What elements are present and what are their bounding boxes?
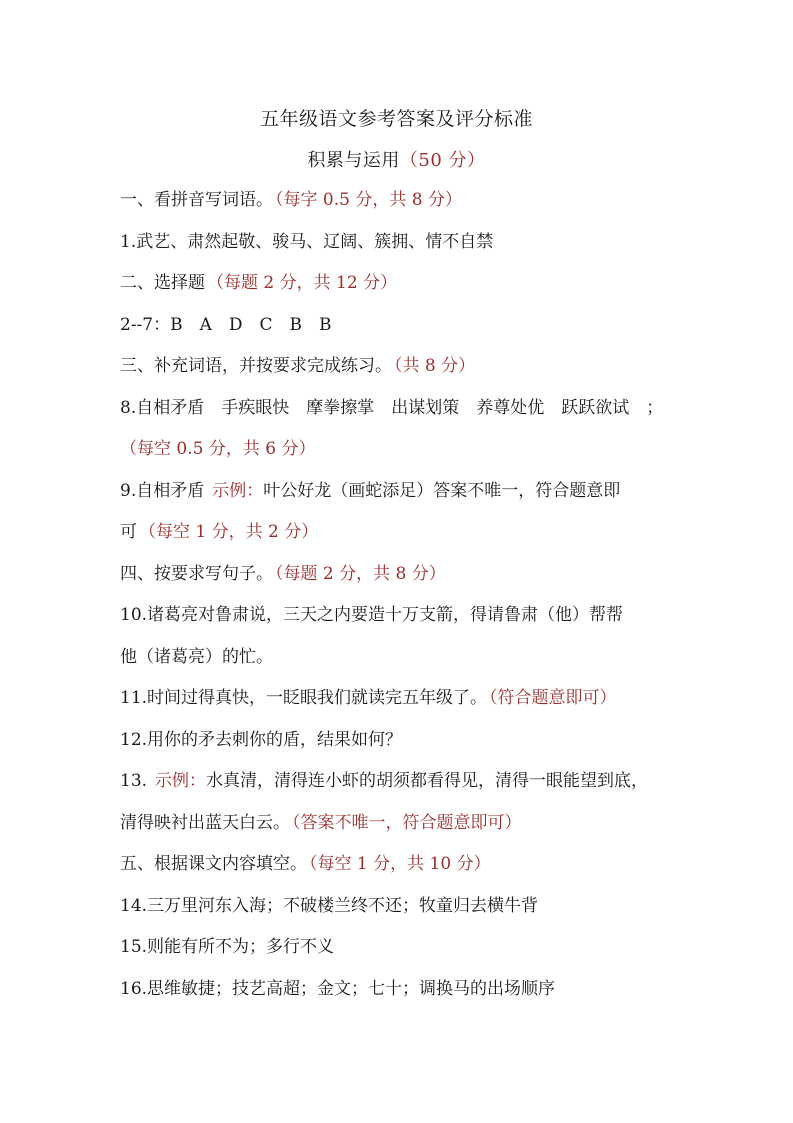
answer-line [120,562,690,586]
answer-line [120,935,690,959]
answer-line [120,313,690,337]
line-text: 14.三万里河东入海；不破楼兰终不还；牧童归去横牛背 [120,896,539,916]
answer-line [120,520,690,544]
answer-line [120,230,690,254]
line-text: 2--7：B A D C B B [120,315,332,335]
answer-line [120,437,690,461]
line-text: 9.自相矛盾 [120,481,205,501]
line-note: （答案不唯一，符合题意即可） [292,813,522,833]
line-note: （每空 0.5 分，共 6 分） [120,439,316,459]
line-note: （每空 1 分，共 2 分） [139,522,319,542]
answer-line [120,811,690,835]
answer-line [120,396,690,420]
line-text: 他（诸葛亮）的忙。 [120,647,273,667]
line-text: 10.诸葛亮对鲁肃说，三天之内要造十万支箭，得请鲁肃（他）帮帮 [120,605,624,625]
line-text-cont: 水真清，清得连小虾的胡须都看得见，清得一眼能望到底， [206,771,649,791]
line-text-cont: 叶公好龙（画蛇添足）答案不唯一，符合题意即 [263,481,621,501]
line-text: 可 [120,522,137,542]
section-subtitle [0,146,793,172]
line-text: 四、按要求写句子。 [120,564,273,584]
answer-line [120,188,690,212]
line-note: （符合题意即可） [489,688,617,708]
line-note: （每空 1 分，共 10 分） [309,854,491,874]
line-note: （共 8 分） [394,356,476,376]
line-note: 示例： [155,771,207,791]
subtitle-text: 积累与运用 [307,150,400,171]
answer-line [120,271,690,295]
answer-line [120,603,690,627]
page-title: 五年级语文参考答案及评分标准 [259,108,533,130]
subtitle-score: （50 分） [399,150,486,171]
answer-line [120,354,690,378]
answer-line [120,894,690,918]
answer-line [120,977,690,1001]
line-text: 12.用你的矛去刺你的盾，结果如何？ [120,730,403,750]
answer-line [120,479,690,503]
line-text: 二、选择题 [120,273,205,293]
answer-line [120,686,690,710]
answer-line [120,769,690,793]
line-note: 示例： [212,481,264,501]
line-text: 五、根据课文内容填空。 [120,854,307,874]
line-note: （每题 2 分，共 12 分） [207,273,398,293]
line-text: 15.则能有所不为；多行不义 [120,937,335,957]
answer-line [120,645,690,669]
line-text: 8.自相矛盾 手疾眼快 摩拳擦掌 出谋划策 养尊处优 跃跃欲试 ； [120,398,664,418]
line-note: （每字 0.5 分，共 8 分） [275,190,462,210]
line-text: 16.思维敏捷；技艺高超；金文；七十；调换马的出场顺序 [120,979,556,999]
answer-line [120,728,690,752]
line-text: 1.武艺、肃然起敬、骏马、辽阔、簇拥、情不自禁 [120,232,494,252]
answer-line [120,852,690,876]
line-text: 清得映衬出蓝天白云。 [120,813,290,833]
line-text: 13. [120,771,148,791]
line-text: 11.时间过得真快，一眨眼我们就读完五年级了。 [120,688,488,708]
line-text: 三、补充词语，并按要求完成练习。 [120,356,392,376]
line-text: 一、看拼音写词语。 [120,190,273,210]
line-note: （每题 2 分，共 8 分） [275,564,446,584]
